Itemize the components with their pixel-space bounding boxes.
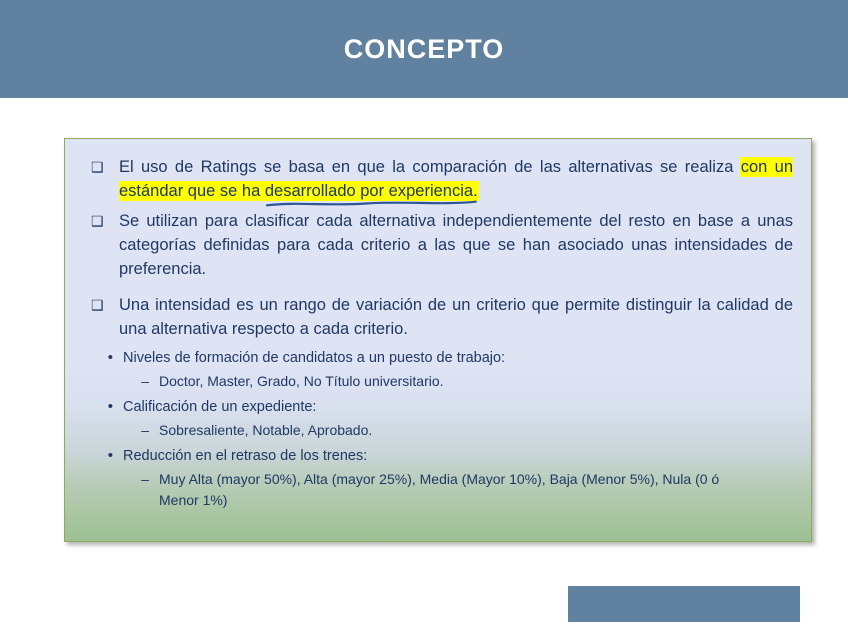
bullet-marker-dot-icon: • bbox=[107, 349, 113, 366]
bullet-marker-dot-icon: • bbox=[107, 398, 113, 415]
header-divider bbox=[0, 98, 848, 102]
sub-sub-bullet-item bbox=[85, 469, 793, 511]
highlighted-underlined-text: desarrollado por experiencia. bbox=[264, 182, 478, 200]
annotated-text-wrapper bbox=[265, 179, 478, 203]
sub-bullet-item bbox=[85, 396, 793, 418]
sub-sub-bullet-text: Doctor, Master, Grado, No Título universitario. bbox=[159, 373, 444, 389]
bullet-marker-square-icon: ❑ bbox=[91, 297, 104, 313]
bullet-marker-square-icon: ❑ bbox=[91, 213, 104, 229]
bullet-marker-square-icon: ❑ bbox=[91, 159, 104, 175]
bullet-text: Se utilizan para clasificar cada alternativa independientemente del resto en base a unas categorías definidas para cada criterio a las que se han asociado unas intensidades de preferencia. bbox=[119, 212, 793, 278]
bullet-item bbox=[85, 155, 793, 203]
sub-bullet-text: Reducción en el retraso de los trenes: bbox=[123, 448, 368, 464]
bullet-marker-dash-icon: – bbox=[141, 471, 149, 487]
bullet-marker-dot-icon: • bbox=[107, 447, 113, 464]
sub-sub-bullet-item bbox=[85, 420, 793, 441]
bullet-marker-dash-icon: – bbox=[141, 422, 149, 438]
bullet-text: Una intensidad es un rango de variación de un criterio que permite distinguir la calidad de una alternativa respecto a cada criterio. bbox=[119, 296, 793, 338]
bullet-item bbox=[85, 209, 793, 281]
sub-bullet-item bbox=[85, 347, 793, 369]
sub-bullet-text: Niveles de formación de candidatos a un puesto de trabajo: bbox=[123, 350, 506, 366]
slide-header-band bbox=[0, 0, 848, 98]
page-title: CONCEPTO bbox=[343, 33, 505, 64]
sub-sub-bullet-item bbox=[85, 371, 793, 392]
sub-sub-bullet-text: Sobresaliente, Notable, Aprobado. bbox=[159, 422, 373, 438]
sub-bullet-text: Calificación de un expediente: bbox=[123, 399, 317, 415]
pen-underline-annotation-icon bbox=[265, 199, 478, 208]
bullet-item bbox=[85, 293, 793, 341]
sub-sub-bullet-text: Muy Alta (mayor 50%), Alta (mayor 25%), Media (Mayor 10%), Baja (Menor 5%), Nula (0 ó Menor 1%) bbox=[159, 471, 720, 508]
bullet-text bbox=[119, 155, 793, 203]
footer-decoration-block bbox=[568, 586, 800, 622]
content-box bbox=[64, 138, 812, 542]
bullet-marker-dash-icon: – bbox=[141, 373, 149, 389]
sub-bullet-item bbox=[85, 445, 793, 467]
highlighted-text-part: con un estándar que se ha bbox=[119, 158, 794, 200]
bullet-text-plain-part: El uso de Ratings se basa en que la comparación de las alternativas se realiza bbox=[119, 158, 741, 176]
